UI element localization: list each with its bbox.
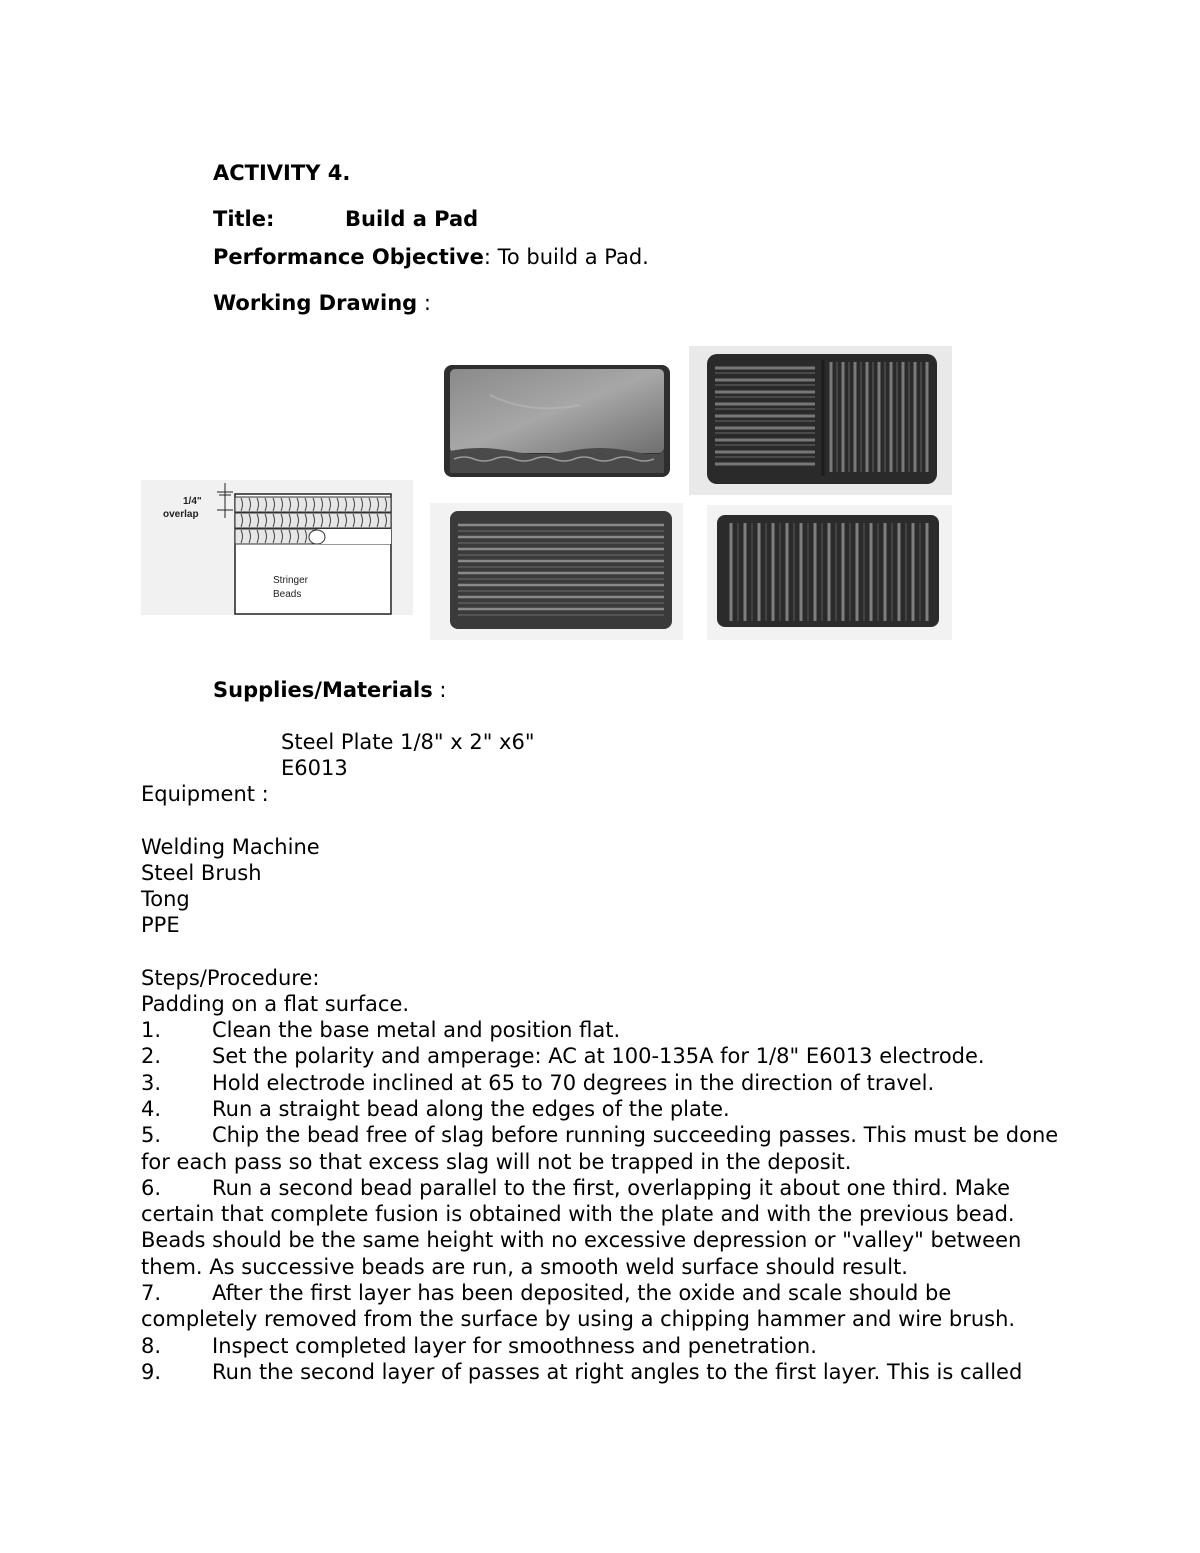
step-line <box>141 1043 985 1069</box>
step-line <box>141 1175 1010 1201</box>
working-drawing-row <box>213 290 431 316</box>
step-text: Run the second layer of passes at right angles to the first layer. This is called <box>212 1359 1023 1384</box>
step-line <box>141 1201 1015 1227</box>
step-number: 3. <box>141 1070 162 1095</box>
supply-item: Steel Plate 1/8" x 2" x6" <box>281 730 535 754</box>
step-line <box>141 1359 1022 1385</box>
step-number: 9. <box>141 1359 162 1384</box>
supply-item: E6013 <box>281 756 348 780</box>
working-drawing-suffix: : <box>417 291 431 315</box>
step-number: 4. <box>141 1096 162 1121</box>
step-line <box>141 1070 934 1096</box>
steps-heading: Steps/Procedure: <box>141 966 320 990</box>
objective-label: Performance Objective <box>213 245 484 269</box>
step-line <box>141 1254 908 1280</box>
step-number: 1. <box>141 1018 162 1042</box>
diagram-overlap-word: overlap <box>163 509 199 520</box>
equipment-item: PPE <box>141 913 180 937</box>
supplies-suffix: : <box>432 678 447 702</box>
step-text: them. As successive beads are run, a smooth weld surface should result. <box>141 1254 908 1279</box>
step-text: certain that complete fusion is obtained with the plate and with the previous bead. <box>141 1202 1015 1227</box>
plate-photo-horizontal-beads <box>430 503 683 640</box>
plate-photo-cross-beads <box>689 346 952 495</box>
step-text: Clean the base metal and position flat. <box>212 1018 621 1042</box>
supplies-row <box>213 677 447 703</box>
title-label: Title: <box>213 207 275 231</box>
step-text: Run a second bead parallel to the first, overlapping it about one third. Make <box>212 1175 1011 1200</box>
step-line <box>141 1122 1058 1148</box>
step-text: Inspect completed layer for smoothness and penetration. <box>212 1333 817 1358</box>
step-line <box>141 1149 851 1175</box>
step-line <box>141 1227 1021 1253</box>
stringer-beads-diagram <box>141 480 413 615</box>
step-line <box>141 1017 620 1043</box>
objective-row <box>213 244 649 270</box>
step-number: 7. <box>141 1281 162 1305</box>
step-line <box>141 1333 817 1359</box>
equipment-item: Steel Brush <box>141 861 262 885</box>
diagram-stringer-label: Stringer <box>273 575 309 586</box>
step-text: for each pass so that excess slag will not be trapped in the deposit. <box>141 1149 852 1174</box>
step-line <box>141 1306 1015 1332</box>
step-number: 8. <box>141 1333 162 1358</box>
step-number: 5. <box>141 1123 162 1148</box>
step-line <box>141 1096 730 1122</box>
step-text: Hold electrode inclined at 65 to 70 degrees in the direction of travel. <box>212 1070 935 1095</box>
step-text: Run a straight bead along the edges of the plate. <box>212 1096 730 1121</box>
step-number: 6. <box>141 1175 162 1200</box>
step-text: Beads should be the same height with no excessive depression or "valley" between <box>141 1228 1022 1253</box>
equipment-item: Welding Machine <box>141 835 320 859</box>
objective-value: : To build a Pad. <box>483 245 649 269</box>
plate-photo-edge-bead <box>430 355 683 490</box>
working-drawing-label: Working Drawing <box>213 291 418 315</box>
step-text: Chip the bead free of slag before running succeeding passes. This must be done <box>212 1123 1059 1148</box>
plate-photo-vertical-beads <box>707 505 952 640</box>
step-text: After the first layer has been deposited, the oxide and scale should be <box>212 1281 952 1305</box>
equipment-item: Tong <box>141 887 190 911</box>
steps-intro: Padding on a flat surface. <box>141 992 410 1016</box>
diagram-overlap-fraction: 1/4" <box>183 496 202 507</box>
equipment-label: Equipment : <box>141 782 269 806</box>
step-text: Set the polarity and amperage: AC at 100-135A for 1/8" E6013 electrode. <box>212 1044 985 1069</box>
step-text: completely removed from the surface by using a chipping hammer and wire brush. <box>141 1307 1016 1332</box>
step-line <box>141 1280 951 1306</box>
supplies-label: Supplies/Materials <box>213 678 433 702</box>
activity-heading: ACTIVITY 4. <box>213 161 351 185</box>
title-row <box>213 206 478 232</box>
title-value: Build a Pad <box>345 207 479 231</box>
diagram-beads-label: Beads <box>273 589 302 600</box>
step-number: 2. <box>141 1044 162 1069</box>
